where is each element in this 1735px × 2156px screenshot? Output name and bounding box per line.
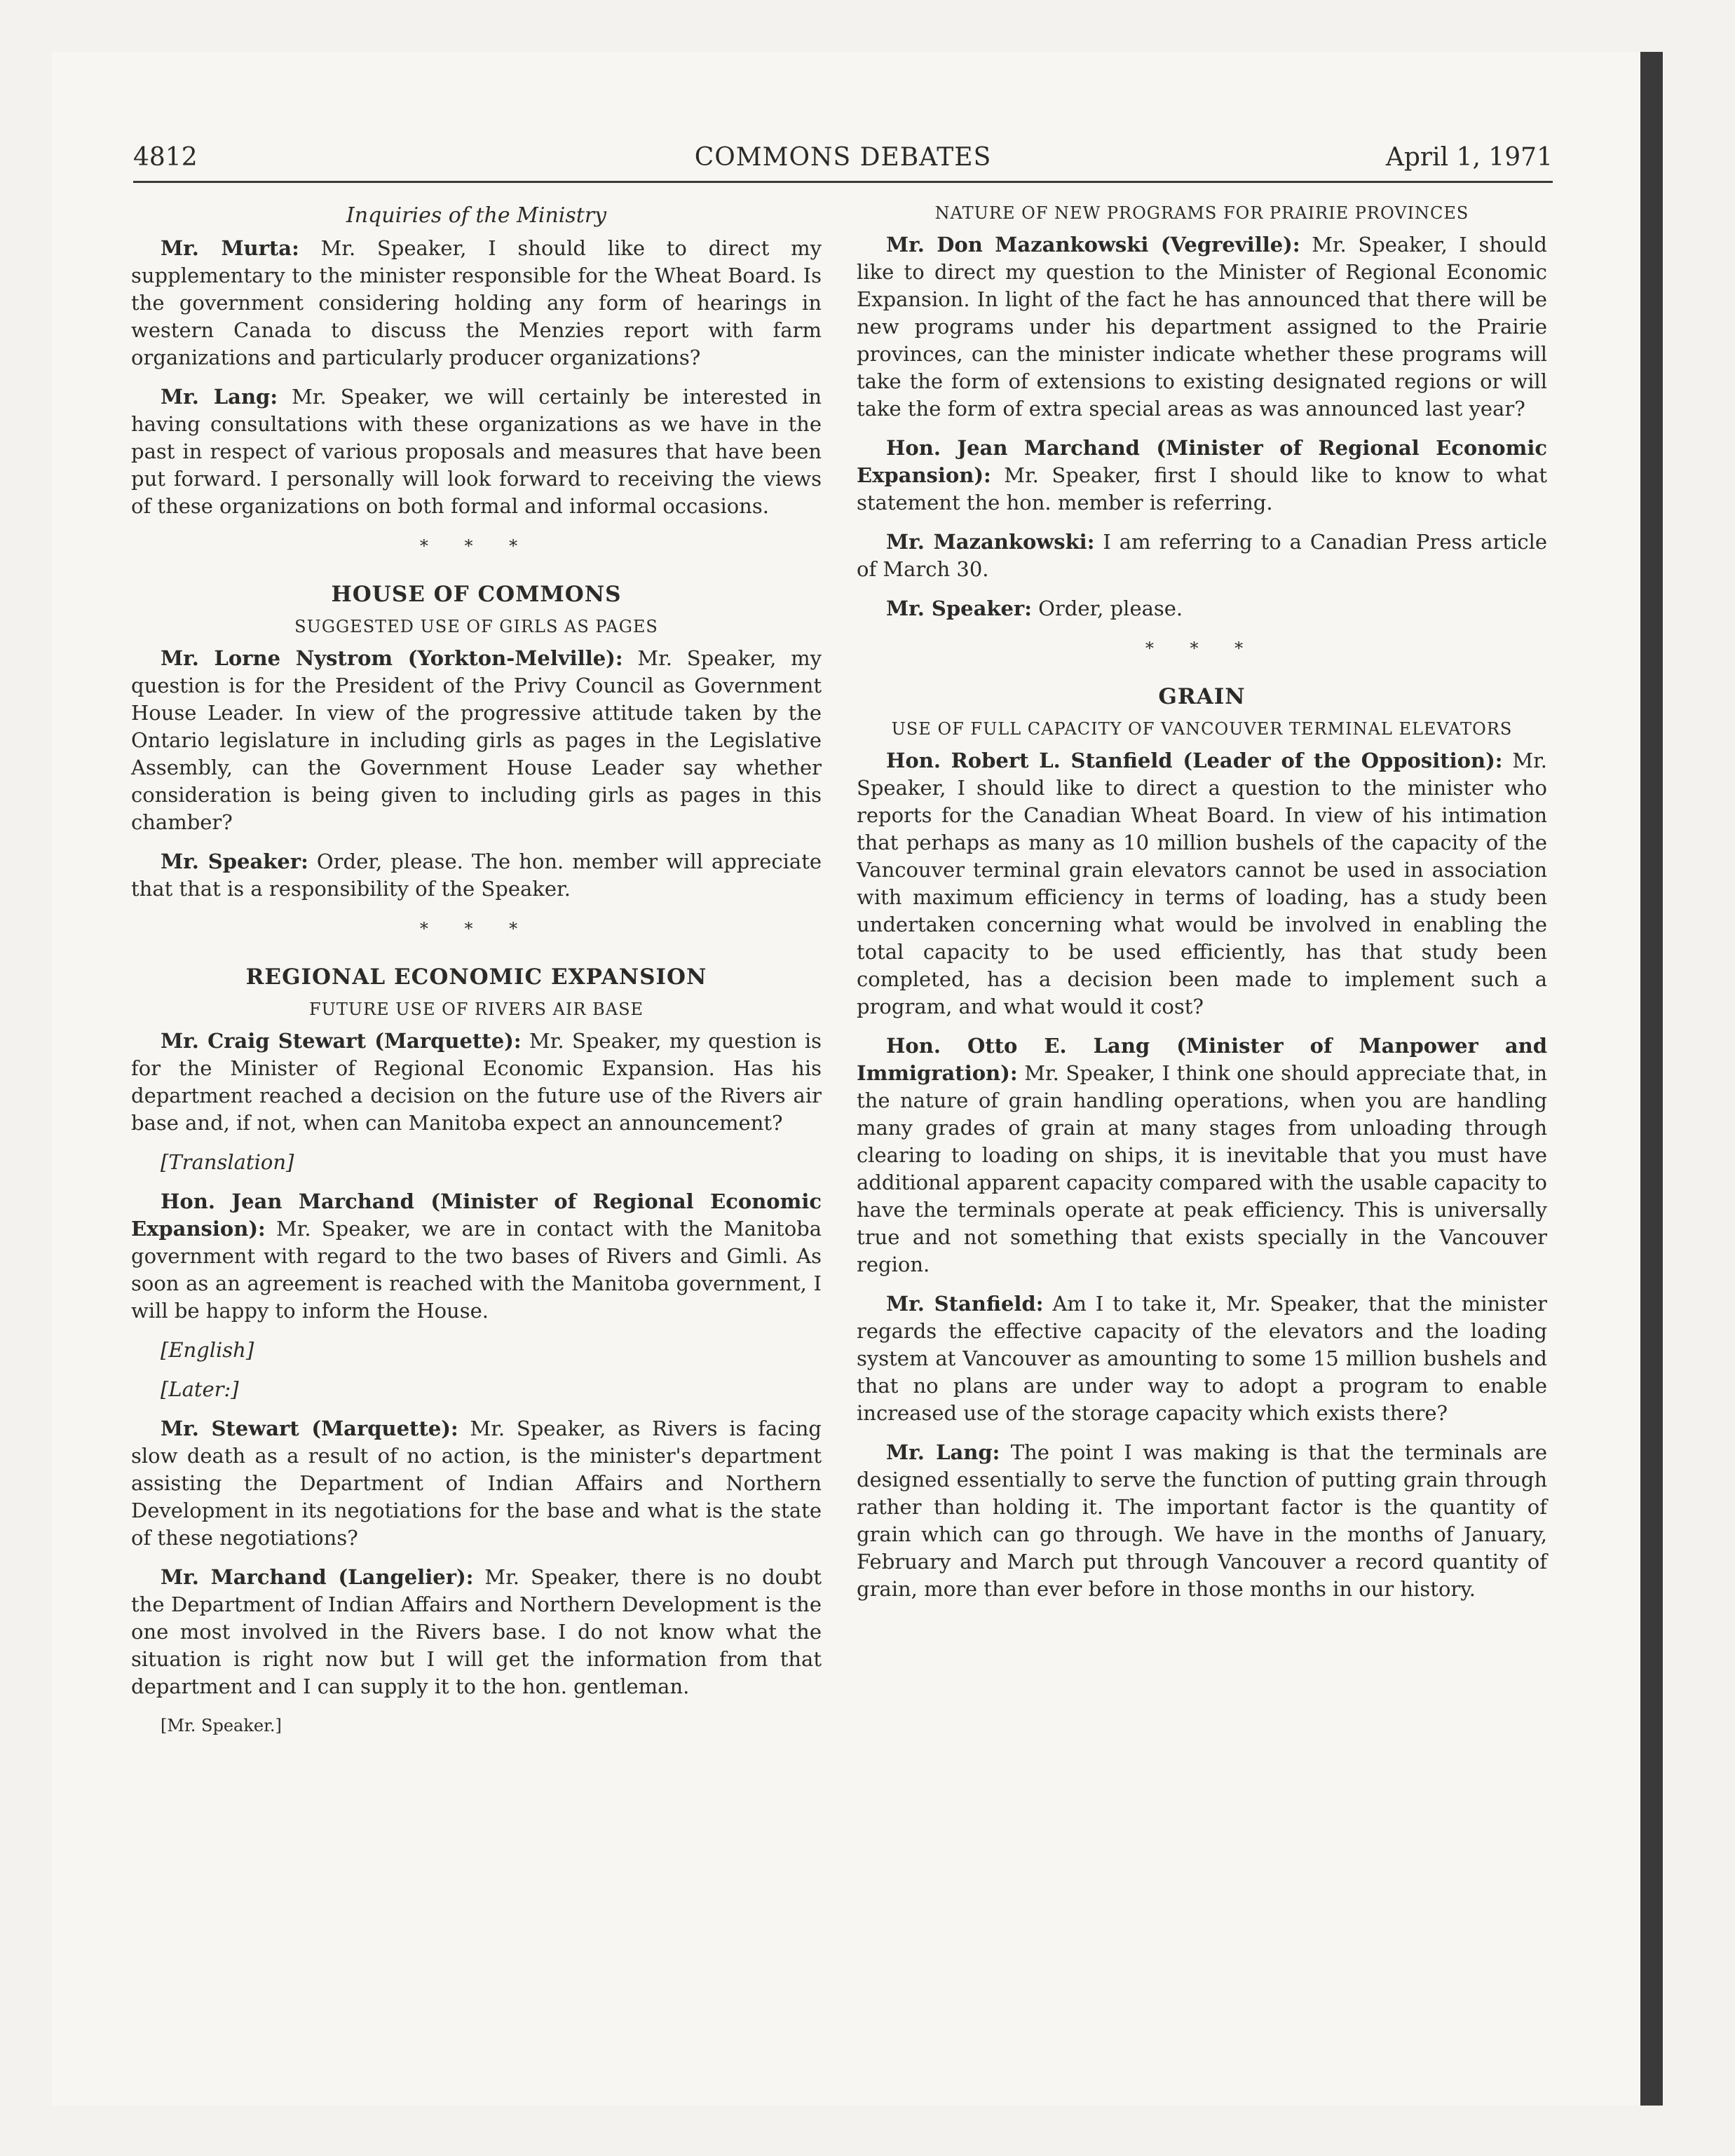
subsection-heading: FUTURE USE OF RIVERS AIR BASE — [308, 999, 644, 1019]
speech-text: Mr. Speaker, we will certainly be interested in having consultations with these organizations as we have in the past in respect of various proposals and measures that have been put forward. I personally will look forward to receiving the views of these organizations on both formal and informal occasions. — [131, 385, 822, 518]
later-tag: [Later:] — [161, 1377, 239, 1401]
speaker-name: Mr. Stewart (Marquette): — [161, 1417, 458, 1440]
section-divider: * * * — [419, 919, 533, 939]
speech-paragraph — [131, 848, 822, 903]
publication-date: April 1, 1971 — [1385, 143, 1553, 172]
speaker-name: Mr. Craig Stewart (Marquette): — [161, 1029, 522, 1053]
speech-paragraph — [857, 528, 1547, 583]
speech-text: Mr. Speaker, I should like to direct a question to the minister who reports for the Canadian Wheat Board. In view of his intimation that perhaps as many as 10 million bushels of the capacity of the Vancouver terminal grain elevators cannot be used in association with maximum efficiency in terms of loading, has a study been undertaken concerning what would be involved in enabling the total capacity to be used efficiently, has that study been completed, has a decision been made to implement such a program, and what would it cost? — [857, 749, 1547, 1018]
speech-paragraph — [131, 1028, 822, 1137]
section-heading: GRAIN — [1158, 684, 1246, 709]
speech-text: Mr. Speaker, I should like to direct my question to the Minister of Regional Economic Expansion. In light of the fact he has announced that there will be new programs under his department assigned to the Prairie provinces, can the minister indicate whether these programs will take the form of extensions to existing designated regions or will take the form of extra special areas as was announced last year? — [857, 233, 1547, 421]
speaker-name: Mr. Lang: — [886, 1440, 1000, 1464]
section-divider: * * * — [419, 536, 533, 556]
speech-paragraph — [857, 231, 1547, 423]
speaker-name: Mr. Speaker: — [886, 596, 1032, 620]
left-column — [131, 202, 822, 1752]
speech-paragraph — [857, 595, 1547, 622]
subsection-heading: SUGGESTED USE OF GIRLS AS PAGES — [294, 617, 658, 636]
speech-text: Mr. Speaker, I should like to direct my supplementary to the minister responsible for the Wheat Board. Is the government considering holding any form of hearings in western Canada to discuss the Menzies report with farm organizations and particularly producer organizations? — [131, 236, 822, 369]
speaker-name: Mr. Murta: — [161, 236, 299, 260]
section-italic-heading: Inquiries of the Ministry — [346, 203, 607, 228]
speech-text: Am I to take it, Mr. Speaker, that the minister regards the effective capacity of the elevators and the loading system at Vancouver as amounting to some 15 million bushels and that no plans are under way to adopt a program to enable increased use of the storage capacity which exists there? — [857, 1292, 1547, 1425]
speech-paragraph — [131, 1415, 822, 1552]
subsection-heading: NATURE OF NEW PROGRAMS FOR PRAIRIE PROVINCES — [934, 203, 1469, 223]
speech-text: Mr. Speaker, we are in contact with the Manitoba government with regard to the two bases of Rivers and Gimli. As soon as an agreement is reached with the Manitoba government, I will be happy to inform the House. — [131, 1217, 822, 1323]
speech-paragraph — [131, 383, 822, 520]
speech-text: Order, please. — [1038, 596, 1183, 620]
speaker-name: Hon. Jean Marchand (Minister of Regional Economic Expansion): — [857, 436, 1547, 487]
speech-text: Mr. Speaker, I think one should appreciate that, in the nature of grain handling operations, when you are handling many grades of grain at many stages from unloading through clearing to loading on ships, it is inevitable that you must have additional apparent capacity compared with the usable capacity to have the terminals operate at peak efficiency. This is universally true and not something that exists specially in the Vancouver region. — [857, 1061, 1547, 1276]
speaker-name: Mr. Don Mazankowski (Vegreville): — [886, 233, 1300, 257]
speaker-name: Mr. Stanfield: — [886, 1292, 1044, 1316]
language-tag: [English] — [161, 1338, 254, 1362]
right-column — [857, 202, 1547, 1615]
speech-paragraph — [857, 1439, 1547, 1603]
speech-text: Mr. Speaker, first I should like to know to what statement the hon. member is referring. — [857, 463, 1547, 514]
section-divider: * * * — [1145, 639, 1259, 658]
speaker-name: Mr. Speaker: — [161, 850, 308, 873]
speaker-footer-tag: [Mr. Speaker.] — [161, 1716, 282, 1735]
speech-text: Mr. Speaker, my question is for the President of the Privy Council as Government House Leader. In view of the progressive attitude taken by the Ontario legislature in including girls as pages in the Legislative Assembly, can the Government House Leader say whether consideration is being given to including girls as pages in this chamber? — [131, 646, 822, 834]
speaker-name: Mr. Mazankowski: — [886, 530, 1095, 554]
subsection-heading: USE OF FULL CAPACITY OF VANCOUVER TERMINAL ELEVATORS — [891, 719, 1513, 739]
speech-paragraph — [131, 235, 822, 371]
speaker-name: Mr. Marchand (Langelier): — [161, 1565, 474, 1589]
speech-paragraph — [131, 1564, 822, 1700]
speaker-name: Hon. Robert L. Stanfield (Leader of the Opposition): — [886, 749, 1503, 772]
translation-tag: [Translation] — [161, 1150, 294, 1174]
speech-paragraph — [857, 1032, 1547, 1278]
section-heading: HOUSE OF COMMONS — [331, 582, 622, 607]
speech-paragraph — [857, 747, 1547, 1021]
speech-text: Mr. Speaker, my question is for the Minister of Regional Economic Expansion. Has his department reached a decision on the future use of the Rivers air base and, if not, when can Manitoba expect an announcement? — [131, 1029, 822, 1135]
section-heading: REGIONAL ECONOMIC EXPANSION — [245, 964, 707, 990]
speaker-name: Hon. Jean Marchand (Minister of Regional Economic Expansion): — [131, 1189, 822, 1241]
speech-paragraph — [857, 1290, 1547, 1427]
page-number: 4812 — [133, 143, 198, 172]
speech-text: Mr. Speaker, there is no doubt the Department of Indian Affairs and Northern Development is the one most involved in the Rivers base. I do not know what the situation is right now but I will get the information from that department and I can supply it to the hon. gentleman. — [131, 1565, 822, 1698]
speech-text: The point I was making is that the terminals are designed essentially to serve the function of putting grain through rather than holding it. The important factor is the quantity of grain which can go through. We have in the months of January, February and March put through Vancouver a record quantity of grain, more than ever before in those months in our history. — [857, 1440, 1547, 1601]
publication-title: COMMONS DEBATES — [694, 143, 992, 172]
speaker-name: Mr. Lang: — [161, 385, 278, 409]
speech-text: Order, please. The hon. member will appreciate that that is a responsibility of the Speaker. — [131, 850, 822, 901]
speaker-name: Mr. Lorne Nystrom (Yorkton-Melville): — [161, 646, 623, 670]
speech-text: I am referring to a Canadian Press article of March 30. — [857, 530, 1548, 581]
speech-text: Mr. Speaker, as Rivers is facing slow death as a result of no action, is the minister's department assisting the Department of Indian Affairs and Northern Development in its negotiations for the base and what is the state of these negotiations? — [131, 1417, 822, 1550]
speech-paragraph — [857, 435, 1547, 517]
page-header — [133, 139, 1553, 183]
speech-paragraph — [131, 645, 822, 836]
speaker-name: Hon. Otto E. Lang (Minister of Manpower and Immigration): — [857, 1034, 1547, 1085]
scan-edge-bar — [1640, 52, 1663, 2106]
speech-paragraph — [131, 1188, 822, 1325]
